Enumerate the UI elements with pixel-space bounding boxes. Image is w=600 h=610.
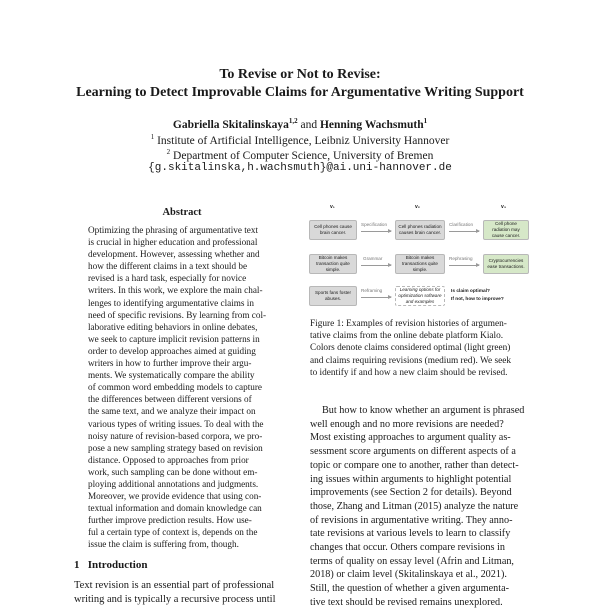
- row2-arrow-2: [449, 265, 479, 266]
- version-3-label: v₃: [501, 204, 507, 210]
- abstract-line: issue the claim is suffering from, though.: [88, 539, 239, 550]
- row3-claim-v1: Sports fans foster abuses.: [309, 286, 357, 306]
- row1-arrow-1: [361, 231, 391, 232]
- caption-line: and claims requiring revisions (medium red). We seek: [310, 355, 511, 366]
- body-line: topic or compare one to another, rather than detect-: [310, 459, 519, 471]
- intro-body: [74, 579, 290, 606]
- row1-arrow-2: [449, 231, 479, 232]
- author-emails: {g.skitalinska,h.wachsmuth}@ai.uni-hannover.de: [148, 162, 452, 174]
- row2-claim-v2: Bitcoin makes transactions quite simple.: [395, 254, 445, 274]
- abstract-line: ful a certain type of context is, depends on the: [88, 527, 258, 538]
- abstract-line: lenges to identifying argumentative claims in: [88, 297, 254, 308]
- affiliation-1-number: 1: [150, 133, 155, 141]
- abstract-line: various types of writing issues. To deal with the: [88, 418, 264, 429]
- caption-line: Figure 1: Examples of revision histories of argumen-: [310, 319, 507, 329]
- abstract-line: ments. We systematically compare the ability: [88, 370, 255, 381]
- body-line: tive text should be revised remains unexplored.: [310, 596, 503, 608]
- row1-claim-v3: Cell phone radiation may cause cancer.: [483, 220, 529, 240]
- body-line: sessment score arguments on different aspects of a: [310, 446, 516, 458]
- intro-line: writing and is typically a recursive process until: [74, 593, 276, 605]
- author-2-affil: 1: [423, 117, 428, 125]
- row2-edge2-label: Rephrasing: [449, 256, 473, 261]
- abstract-line: noisy nature of revision-based corpora, we pro-: [88, 430, 263, 441]
- row2-claim-v3: Cryptocurrencies ease transactions.: [483, 254, 529, 274]
- version-2-label: v₂: [415, 204, 421, 210]
- paper-title-line2: Learning to Detect Improvable Claims for Argumentative Writing Support: [76, 85, 524, 100]
- figure-1: [305, 198, 531, 308]
- abstract-line: writers in how to further improve their argu-: [88, 358, 252, 369]
- body-line: terms of quality on essay level (Afrin and Litman,: [310, 555, 514, 567]
- row1-claim-v1: Cell phones cause brain cancer.: [309, 220, 357, 240]
- abstract-line: we seek to capture implicit revision patterns in: [88, 333, 260, 344]
- abstract-line: work, such sampling can be done without em-: [88, 466, 258, 477]
- abstract-line: textual information and domain knowledge can: [88, 503, 262, 514]
- abstract-line: Moreover, we provide evidence that using con-: [88, 491, 262, 502]
- row3-question-optimal: Is claim optimal?: [451, 289, 490, 294]
- abstract-heading: Abstract: [162, 207, 202, 218]
- abstract-line: how the different claims in a text should be: [88, 261, 248, 272]
- affiliation-2-text: Department of Computer Science, University of Bremen: [173, 149, 434, 162]
- body-line: Still, the question of whether a given argumenta-: [310, 583, 509, 595]
- body-line: ing issues within arguments to highlight potential: [310, 473, 512, 485]
- row3-question-improve: If not, how to improve?: [451, 297, 504, 302]
- row3-edge1-label: Reframing: [361, 288, 383, 293]
- body-line: well enough and no more revisions are needed?: [310, 418, 504, 430]
- row1-edge2-label: Clarification: [449, 222, 473, 227]
- abstract-line: laborative editing behaviors in online debates,: [88, 321, 258, 332]
- abstract-line: is crucial in higher education and professional: [88, 237, 258, 248]
- intro-title: Introduction: [87, 559, 148, 571]
- intro-heading: [74, 559, 147, 571]
- body-line: tate revisions at various levels to learn to classify: [310, 528, 511, 540]
- row3-arrow-1: [361, 297, 391, 298]
- body-line: those, Zhang and Litman (2015) analyze the nature: [310, 500, 519, 512]
- figure-1-caption: [310, 318, 526, 379]
- abstract-line: pose a new sampling strategy based on revision: [88, 442, 263, 453]
- abstract-line: the same text, and we analyze their impact on: [88, 406, 256, 417]
- row3-claim-v2: Learning options for optimization software and examples: [395, 286, 445, 306]
- version-1-label: v₁: [330, 204, 335, 210]
- body-line: Most existing approaches to argument quality as-: [310, 432, 511, 444]
- author-and: and: [300, 118, 318, 131]
- row2-arrow-1: [361, 265, 391, 266]
- affiliation-2-number: 2: [166, 148, 171, 156]
- abstract-line: distance. Opposed to approaches from prior: [88, 454, 249, 465]
- abstract-line: order to develop approaches aimed at guiding: [88, 345, 256, 356]
- intro-number: 1: [74, 559, 80, 571]
- paper-title-line1: To Revise or Not to Revise:: [219, 67, 381, 82]
- caption-line: tative claims from the online debate platform Kialo.: [310, 331, 504, 342]
- intro-line: Text revision is an essential part of professional: [74, 580, 275, 591]
- row2-edge1-label: Grammar: [363, 256, 383, 261]
- abstract-line: ploying additional annotations and judgments.: [88, 478, 259, 489]
- caption-line: Colors denote claims considered optimal (light green): [310, 343, 511, 354]
- body-line: improvements (see Section 2 for details). Beyond: [310, 487, 512, 499]
- abstract-line: revised is a hard task, especially for novice: [88, 273, 247, 284]
- abstract-line: further improve prediction results. How use-: [88, 515, 252, 526]
- row1-edge1-label: Specification: [361, 222, 388, 227]
- body-line: changes that occur. Others compare revisions in: [310, 542, 505, 554]
- body-line: But how to know whether an argument is phrased: [322, 405, 525, 416]
- author-1-affil: 1,2: [288, 117, 298, 125]
- abstract-line: the differences between different versions of: [88, 394, 252, 405]
- abstract-line: of common word embedding models to capture: [88, 382, 263, 393]
- author-1: Gabriella Skitalinskaya: [172, 118, 289, 131]
- abstract-line: need of specific revisions. By learning from col-: [88, 309, 267, 320]
- body-line: 2018) or claim level (Skitalinskaya et al., 2021).: [310, 569, 507, 581]
- right-column-body: [310, 404, 526, 610]
- body-line: of revisions in argumentative writing. They anno-: [310, 514, 513, 526]
- row1-claim-v2: Cell phones radiation causes brain cancer.: [395, 220, 445, 240]
- caption-line: to identify if and how a new claim should be revised.: [310, 367, 508, 378]
- row2-claim-v1: Bitcoin makes transaction quite simple.: [309, 254, 357, 274]
- abstract-line: Optimizing the phrasing of argumentative text: [88, 225, 259, 235]
- abstract-line: writers. In this work, we explore the main chal-: [88, 285, 263, 296]
- abstract-body: [88, 224, 276, 551]
- affiliation-1-text: Institute of Artificial Intelligence, Leibniz University Hannover: [157, 134, 450, 147]
- abstract-line: development. However, assessing whether and: [88, 249, 260, 260]
- author-2: Henning Wachsmuth: [319, 118, 424, 131]
